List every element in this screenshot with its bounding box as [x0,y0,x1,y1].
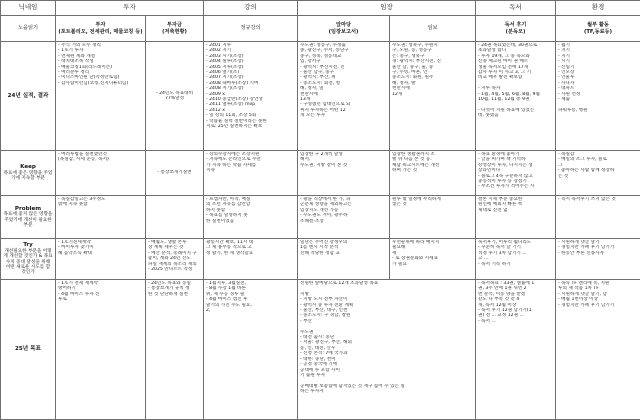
cell-text-line: - 2410 중급반(조장) 강언상 [206,97,295,102]
cell-invest-b [146,196,204,239]
cell-text-line: 임장한 구 2개씩 달성 [300,152,387,157]
cell-text-line: 진해 적당한 정합 교 [300,251,387,256]
cell-text-line: - 지기 [558,54,638,59]
cell-text-line: 권) 전 ... 교정 12권 ... [478,313,553,318]
cell-text-line: 해 음악소득 확대 [58,251,143,256]
row-2024-results [1,42,640,151]
cell-text-line: 경: 광역시: 부산시전, 진 [392,59,473,64]
cell-text-line: - 신팀기 [558,65,638,70]
cell-text-line: - 미니스마인원 난(작정만토넘) [58,75,143,80]
cell-text-line: - 목표 환경에 놓아기 [478,152,553,157]
cell-text-line: - 경험지만 카페 후기 남기기 [558,245,638,250]
cell-text-line: 일단은 주어진 강정우의 [300,240,387,245]
cell-text-line: - 학습율 실력 절반이라는 못한 [206,119,295,124]
cell-text-line: - 대치대조목 작성 [58,59,143,64]
cell-text-line: - 즉시 독서후기 쓰지 않은 것 [558,197,638,202]
cell-imjang-b [390,42,476,151]
subheader-reading-a: 독서 후기 (분독모) [476,16,556,42]
cell-text-line: - 2409 x [206,92,295,97]
cell-text-line: 감사 투자 이 사고 3, 그 기 [478,70,553,75]
row-try [1,239,640,280]
cell-text-line: 파워투롱, 행원 [558,108,638,113]
cell-text-line: - 월기 [558,43,638,48]
cell-text-line: - 매월 1번이상 이상 [558,297,638,302]
cell-text-line: 곤문제 성향을 제외하고는 [300,202,387,207]
cell-text-line: - 블로그 4독 구분하지 않고 [478,174,553,179]
row-label [1,239,56,280]
cell-text-line: - 인물투 [558,75,638,80]
cell-text-line: - 매월도, 생활 본투 [148,240,201,245]
cell-text-line: - 4월 마이스 캠진 후 [206,297,295,302]
cell-text-line: 1를 변시 시작 분석 [300,245,387,250]
cell-text-line: 비교 매우 발전 확보함 [478,75,553,80]
cell-text-line: - 2411 열투(조장) mvp [206,102,295,107]
cell-text-line: - 부산 [300,319,473,324]
cell-text-line: - 2404 실투(조장) [206,59,295,64]
cell-text-line: - 통장쪼개기 규칙 정 [148,286,201,291]
cell-text-line: - 2403 시기(조장) [206,54,295,59]
cell-text-line: 중소도시: 화원, 원주 [392,75,473,80]
cell-text-line: - 시기 [558,59,638,64]
cell-text-line: 그 [558,163,638,168]
cell-imjang-a [298,42,390,151]
cell-text-line: 임장한 생활권까지 조 [392,152,473,157]
cell-text-line: 고 ... [478,256,553,261]
cell-text-line: (목실감, 시세 준동, 독서) [58,157,143,162]
cell-text-line: 같도 나 부족 것 같 4 [478,297,553,302]
cell-text-line: - 2407 지기(조장) [206,75,295,80]
cell-reading-b [556,280,640,420]
cell-invest-b [146,280,204,420]
cell-text-line: - 마이투자 찾기이 [58,245,143,250]
cell-invest-a [56,239,146,280]
cell-text-line: 말기의 가진 수도 필요, [206,303,295,308]
cell-text-line: 동, 인, 대전, 산우 [300,346,473,351]
cell-text-line: - 인모장 [558,70,638,75]
cell-text-line: - 지방 도시 전부 자산이 [300,297,473,302]
row-sublabel: 목표에 좋은 영향을 주었기에 지속할 부분 [3,171,53,182]
cell-text-line: - 여러분투 정리 [58,70,143,75]
row-label [1,42,56,151]
cell-text-line: 수도권 [300,330,473,335]
cell-text-line: 생물 독서모임 전에 17개 [478,65,553,70]
cell-lecture [204,239,298,280]
subheader-imjang-a: 앞마당 (임장보고서) [298,16,390,42]
cell-imjang-a [298,239,390,280]
cell-text-line: 해, 정자, 발 [392,81,473,86]
cell-text-line: - 8월 수강 1월 바른 [206,286,295,291]
cell-imjang-b [390,196,476,239]
cell-invest-a [56,280,146,420]
cell-text-line: 10월, 11월, 12월 총 9권 [478,97,553,102]
cell-text-line: 중구, 성북, 성동대교 [300,54,387,59]
cell-text-line: - 면제원 계좌 개설 [58,54,143,59]
subheader-invest-b: 투자금 (저축현황) [146,16,204,42]
cell-reading-a [476,196,556,239]
cell-text-line: - 독서 기록 하기 [478,262,553,267]
cell-text-line: - 중소도시: 회전, 청 [300,81,387,86]
cell-imjang-b [390,151,476,196]
cell-text-line: - 수도권도 겨이, 광주하 [300,213,387,218]
cell-text-line: 데, 못했음 [478,113,553,118]
cell-text-line: 조해결-조장 [300,219,387,224]
row-label-text: 24년 실적, 결과 [8,93,49,99]
cell-reading-b [556,196,640,239]
cell-text-line: - 프캡자만, 아직, 예실 [206,197,295,202]
cell-text-line: - 1월지투, 3월실전, [206,281,295,286]
cell-text-line: 개, 독서 12월 이상 [478,303,553,308]
cell-text-line: 체납 워크시트에는 개선 [392,163,473,168]
cell-text-line: - 1월, 4월, 5월, 6월, 8월, 9월 [478,92,553,97]
cell-text-line: 은: 중구, 성북구 [392,54,473,59]
cell-invest-a [56,196,146,239]
cell-lecture [204,151,298,196]
cell-reading-a [476,42,556,151]
subheader-reading-b: 월부 활동 (TF,동료등) [556,16,640,42]
cell-text-line: 천만시에 [300,92,387,97]
cell-text-line: - 매물코칭1회(라드레이븐) [58,65,143,70]
cell-text-line: - 지속에도 온라인으로 수만 [206,157,295,162]
subheader-row [1,16,640,42]
cell-reading-b [556,42,640,151]
cell-text-line: 공매대별 보좋함에 담겨있는 것 재구 싫어 수 있는 실 [300,384,473,389]
cell-invest-b [146,151,204,196]
cell-text-line: - 광역시: 부산시전, 진 [300,65,387,70]
cell-text-line: - 독서목표 : 33권, 엘률에 1 [478,281,553,286]
cell-text-line: - 글을 써가며 책 기억하 [478,157,553,162]
cell-text-line: 제대로 진전 없 [478,208,553,213]
cell-text-line: - 서울: 광진구, 부산, 해외 [300,340,473,345]
cell-text-line: 좋이, 계좌 24년 진도 [148,256,201,261]
cell-invest-b [146,42,204,151]
cell-text-line: - 강의수강시에는 조장지원 [206,152,295,157]
cell-text-line: 해, 정자, 밀 [300,86,387,91]
cell-text-line: - 울산, 부산, 대구, 인천 [300,308,473,313]
cell-text-line: - 2401 지투 [206,43,295,48]
cell-text-line: - 사나자 [558,81,638,86]
cell-text-line: - 좋아하는 사람 함께 성장하 [558,168,638,173]
cell-text-line: - 신청 본격: 7에 국가과 [300,351,473,356]
cell-text-line: - 한동안 부른 신종사자 [558,251,638,256]
cell-text-line: 원투 밖 일정에 무리하게 [392,197,473,202]
cell-text-line: - 2025 만다르트 작성 [148,267,201,272]
cell-text-line: - 독서 ... [478,319,553,324]
cell-text-line: 선명한 앞마당으로 12개 조과달성 목표 [300,281,473,286]
cell-text-line: - 광역시: 부산, 위 [300,75,387,80]
cell-text-line: 장과인이다 [478,168,553,173]
cell-text-line: 권, 3주 만에 1권 뒤면 2 [478,286,553,291]
cell-text-line: - 예산 분석, 흥례이지 구 [148,251,201,256]
cell-invest-b [146,239,204,280]
cell-text-line: 13개 [300,97,387,102]
cell-text-line: - 24년도 목표와 동일 [148,281,201,286]
cell-text-line: 12개 [392,92,473,97]
cell-text-line: - 24권 목표였는데, 30권으로 [478,43,553,48]
cell-text-line: - 주식 거의 모두 정리 [58,43,143,48]
cell-text-line: - 2406 열기(조) [206,70,295,75]
cell-imjang-a [298,196,390,239]
cell-text-line: - 1호기전세계약 [58,240,143,245]
cell-text-line: 독서후기, 어투리 월다리도 [478,240,553,245]
cell-text-line: 세 [392,251,473,256]
cell-text-line: 하며 가는 것 [392,168,473,173]
cell-text-line: - 목표를 달성하지 못 [206,213,295,218]
cell-text-line: - 독실감일고는 3주정도 [58,197,143,202]
cell-text-line: 지로: 25년 실천하지는 확보 [206,124,295,129]
cell-text-line: - 중소도시: 구 경남, 창원 [300,313,473,318]
cell-text-line: - 목실감 [558,152,638,157]
cell-text-line: 방어하기 [58,286,143,291]
header-reading: 독서 [476,1,556,16]
row-label [1,280,56,420]
cell-text-line: - 투자 19개, 그 중 독모와 [478,54,553,59]
cell-text-line: 결론 시세 부분 중요한 [478,197,553,202]
header-imjang: 임장 [298,1,476,16]
cell-reading-a [476,239,556,280]
cell-reading-b [556,151,640,196]
cell-text-line: - 공정 중국에 기에 [300,362,473,367]
cell-text-line: 개 모든 투자 [300,113,387,118]
cell-text-line: 하지 못함 [206,208,295,213]
cell-text-line: - 울산 남구, 중구 [300,70,387,75]
cell-text-line: - 2408 내마투(조장) 기버 [206,81,295,86]
cell-text-line: 가 지속 하는 학습 자세를 [206,163,295,168]
cell-text-line: 기 출원 투자 [300,373,473,378]
cell-text-line: - 매일의 조그 투자, 블로 [558,157,638,162]
cell-text-line: - 다섯이 지원 목표에 있었는 [478,108,553,113]
cell-reading-b [556,239,640,280]
cell-text-line: 임, 강서구 [300,59,387,64]
header-row [1,1,640,16]
cell-text-line: - 지기 [558,48,638,53]
cell-text-line: - 대한: 중단, 천이 [300,357,473,362]
cell-text-line: 상 계획 세우는 것 [148,245,201,250]
cell-text-line: 2, [206,308,295,313]
cell-text-line: 지방 [300,292,473,297]
row-label [1,196,56,239]
cell-text-line: 종, 광진구, 수서, 송단구 [300,48,387,53]
cell-text-line: - 지투 목자 [478,86,553,91]
cell-text-line: 신종 체크된 마이 권 메르 [478,59,553,64]
cell-text-line: 천만시에 [392,86,473,91]
row-2025-goals [1,280,640,420]
cell-text-line: 구, 수영, 마흔, 인 [392,70,473,75]
cell-text-line: 파일 재계의 목소리 재의 [148,262,201,267]
cell-text-line: - 일 강의 11회, 조장 5회 [206,113,295,118]
header-lecture: 강의 [204,1,298,16]
row-label-text: Problem [3,206,53,213]
cell-text-line: 광롱시간 확보, 11시 대 [206,240,295,245]
cell-text-line: - 감사함이런님(코칭,진지니튜터님) [58,81,143,86]
cell-text-line: - 꾸준히 독서 날 기기 [478,245,553,250]
row-label-text: Try [3,242,53,249]
cell-text-line: - 여러투법을 실천했던것 [58,152,143,157]
cell-reading-a [476,151,556,196]
cell-text-line: 투의 제 작품 1차 TF [558,286,638,291]
cell-text-line: 지속 [206,168,295,173]
cell-text-line: - 사원 선정 [558,92,638,97]
cell-text-line: - 1호기 투자 [58,48,143,53]
cell-text-line: 밖에 지속 못함 [58,202,143,207]
cell-text-line: - 2405 지투(조장) [206,65,295,70]
cell-text-line: 는 것 [558,174,638,179]
subheader-imjang-b: 임보 [390,16,476,42]
cell-text-line: 수도권: 성동구, 수정출 [300,43,387,48]
cell-text-line: - 1호기 전세 재계약 [58,281,143,286]
cell-text-line: 구, 노원, 동, 성동구 [392,48,473,53]
cell-text-line: 하는 투자자 [300,389,473,394]
cell-text-line: 충동적이 투자 등 장점기 [478,179,553,184]
cell-text-line: - 제출 [558,97,638,102]
cell-lecture [204,280,298,420]
cell-lecture [204,42,298,151]
cell-imjang-b [390,239,476,280]
cell-text-line: - 2408 지기(조장) [206,86,295,91]
row-sublabel: 개선필요한 부분을 어떻게 개선할 것인가 & 목표 수치 증대 달성을 위해 어떤 새로운 시도를 할 것인가 [3,249,53,276]
row-sublabel: 목표에 좋지 않은 영향을 주었기에 개선이 필요한 부분 [3,212,53,228]
cell-text-line: - 2412 x [206,108,295,113]
cell-reading-a [476,280,556,420]
cell-text-line: - 24년도 목표대비 [148,91,201,96]
cell-imjang-merged [298,280,476,420]
cell-text-line: - 광을 직장에서 한 가, 피 [300,197,387,202]
cell-text-line: 적정 후기 3차 남기기 ... [478,251,553,256]
subheader-lecture: 정규강의 [204,16,298,42]
cell-text-line: 한 것 단단하게 실천 [148,292,201,297]
cell-text-line: 의 조런 자유를 감안할 [206,202,295,207]
cell-text-line: - 경험지만 카페 후기 남기기 [558,303,638,308]
cell-text-line: 필요해 [392,245,473,250]
cell-text-line: - 로 상권분화와 시세표 [392,256,473,261]
cell-text-line: 가 필요 [392,262,473,267]
cell-text-line: 한 실천이었음 [206,219,295,224]
cell-text-line: 투로 [58,297,143,302]
cell-text-line: - 구성했던 임대인으로 되 [300,102,387,107]
cell-text-line: - 무조건 투자가 적어주는 시 [478,184,553,189]
cell-text-line: - 대파트 [558,86,638,91]
subheader-blog: 노을읽기 [1,16,56,42]
cell-text-line: 찌지 투자하는 어떤 12 [300,108,387,113]
cell-text-line: 위, 제 수공 경투 필 [206,292,295,297]
cell-text-line: - 독서 후기 12권 남기기(1 [478,308,553,313]
cell-text-line: 그 제 용무동 작으로 고 [206,245,295,250]
cell-text-line: - 2402 지기 [206,48,295,53]
cell-imjang-a [298,151,390,196]
row-problem [1,196,640,239]
cell-text-line: 수도권: 성북구, 수원시 [392,43,473,48]
subheader-invest-a: 투자 (포트폴리오, 전세관리, 매물코칭 등) [56,16,146,42]
cell-text-line: 별 뒤 다음 본 것 등. [392,157,473,162]
cell-text-line: - 시원하게 댓글 달기, 남 [558,292,638,297]
row-label-text: 25년 목표 [15,346,41,352]
cell-text-line: 강성장이 투자, 다시지는 성 [478,163,553,168]
cell-text-line: 정 활기, 한 새 생각할요 [206,251,295,256]
cell-text-line: - 광역시 중 투자 전환 계획 [300,303,473,308]
cell-text-line: 77%달성 [148,96,201,101]
cell-invest-a [56,151,146,196]
cell-invest-a [56,42,146,151]
cell-text-line: 원인에 예외지 빠른 쪽 [478,202,553,207]
header-invest: 투자 [56,1,204,16]
cell-text-line: 수도권, 지방 같이 본 것 [300,163,387,168]
row-label-text: Keep [3,164,53,171]
cell-text-line: - 시원하게 댓글 달기 [558,240,638,245]
cell-text-line: 넣은 것 [392,202,473,207]
cell-text-line: - 4월 마이스 투자 진 [58,292,143,297]
header-nickname: 닉네임 [1,1,56,16]
cell-text-line: 초과달성 함니 [478,48,553,53]
cell-text-line: - 대전 출시: 중단 [300,335,473,340]
cell-text-line: 우선순위에 따라 매시지 [392,240,473,245]
cell-text-line: 해서, [300,157,387,162]
cell-text-line: 공대에 투 포함 사이 [300,368,473,373]
cell-text-line: 번 분석, 이동 양을 받겠 [478,292,553,297]
cell-text-line: 임장지도 개선 가능 [300,208,387,213]
row-keep [1,151,640,196]
header-environment: 환경 [556,1,640,16]
cell-text-line: 울산 남, 중구, 울, 중 [392,65,473,70]
cell-text-line: - 통장쪼개기실천 [148,170,201,175]
row-label [1,151,56,196]
cell-text-line: - 독득 TF 멘리에 폭, 지원 [558,281,638,286]
cell-lecture [204,196,298,239]
